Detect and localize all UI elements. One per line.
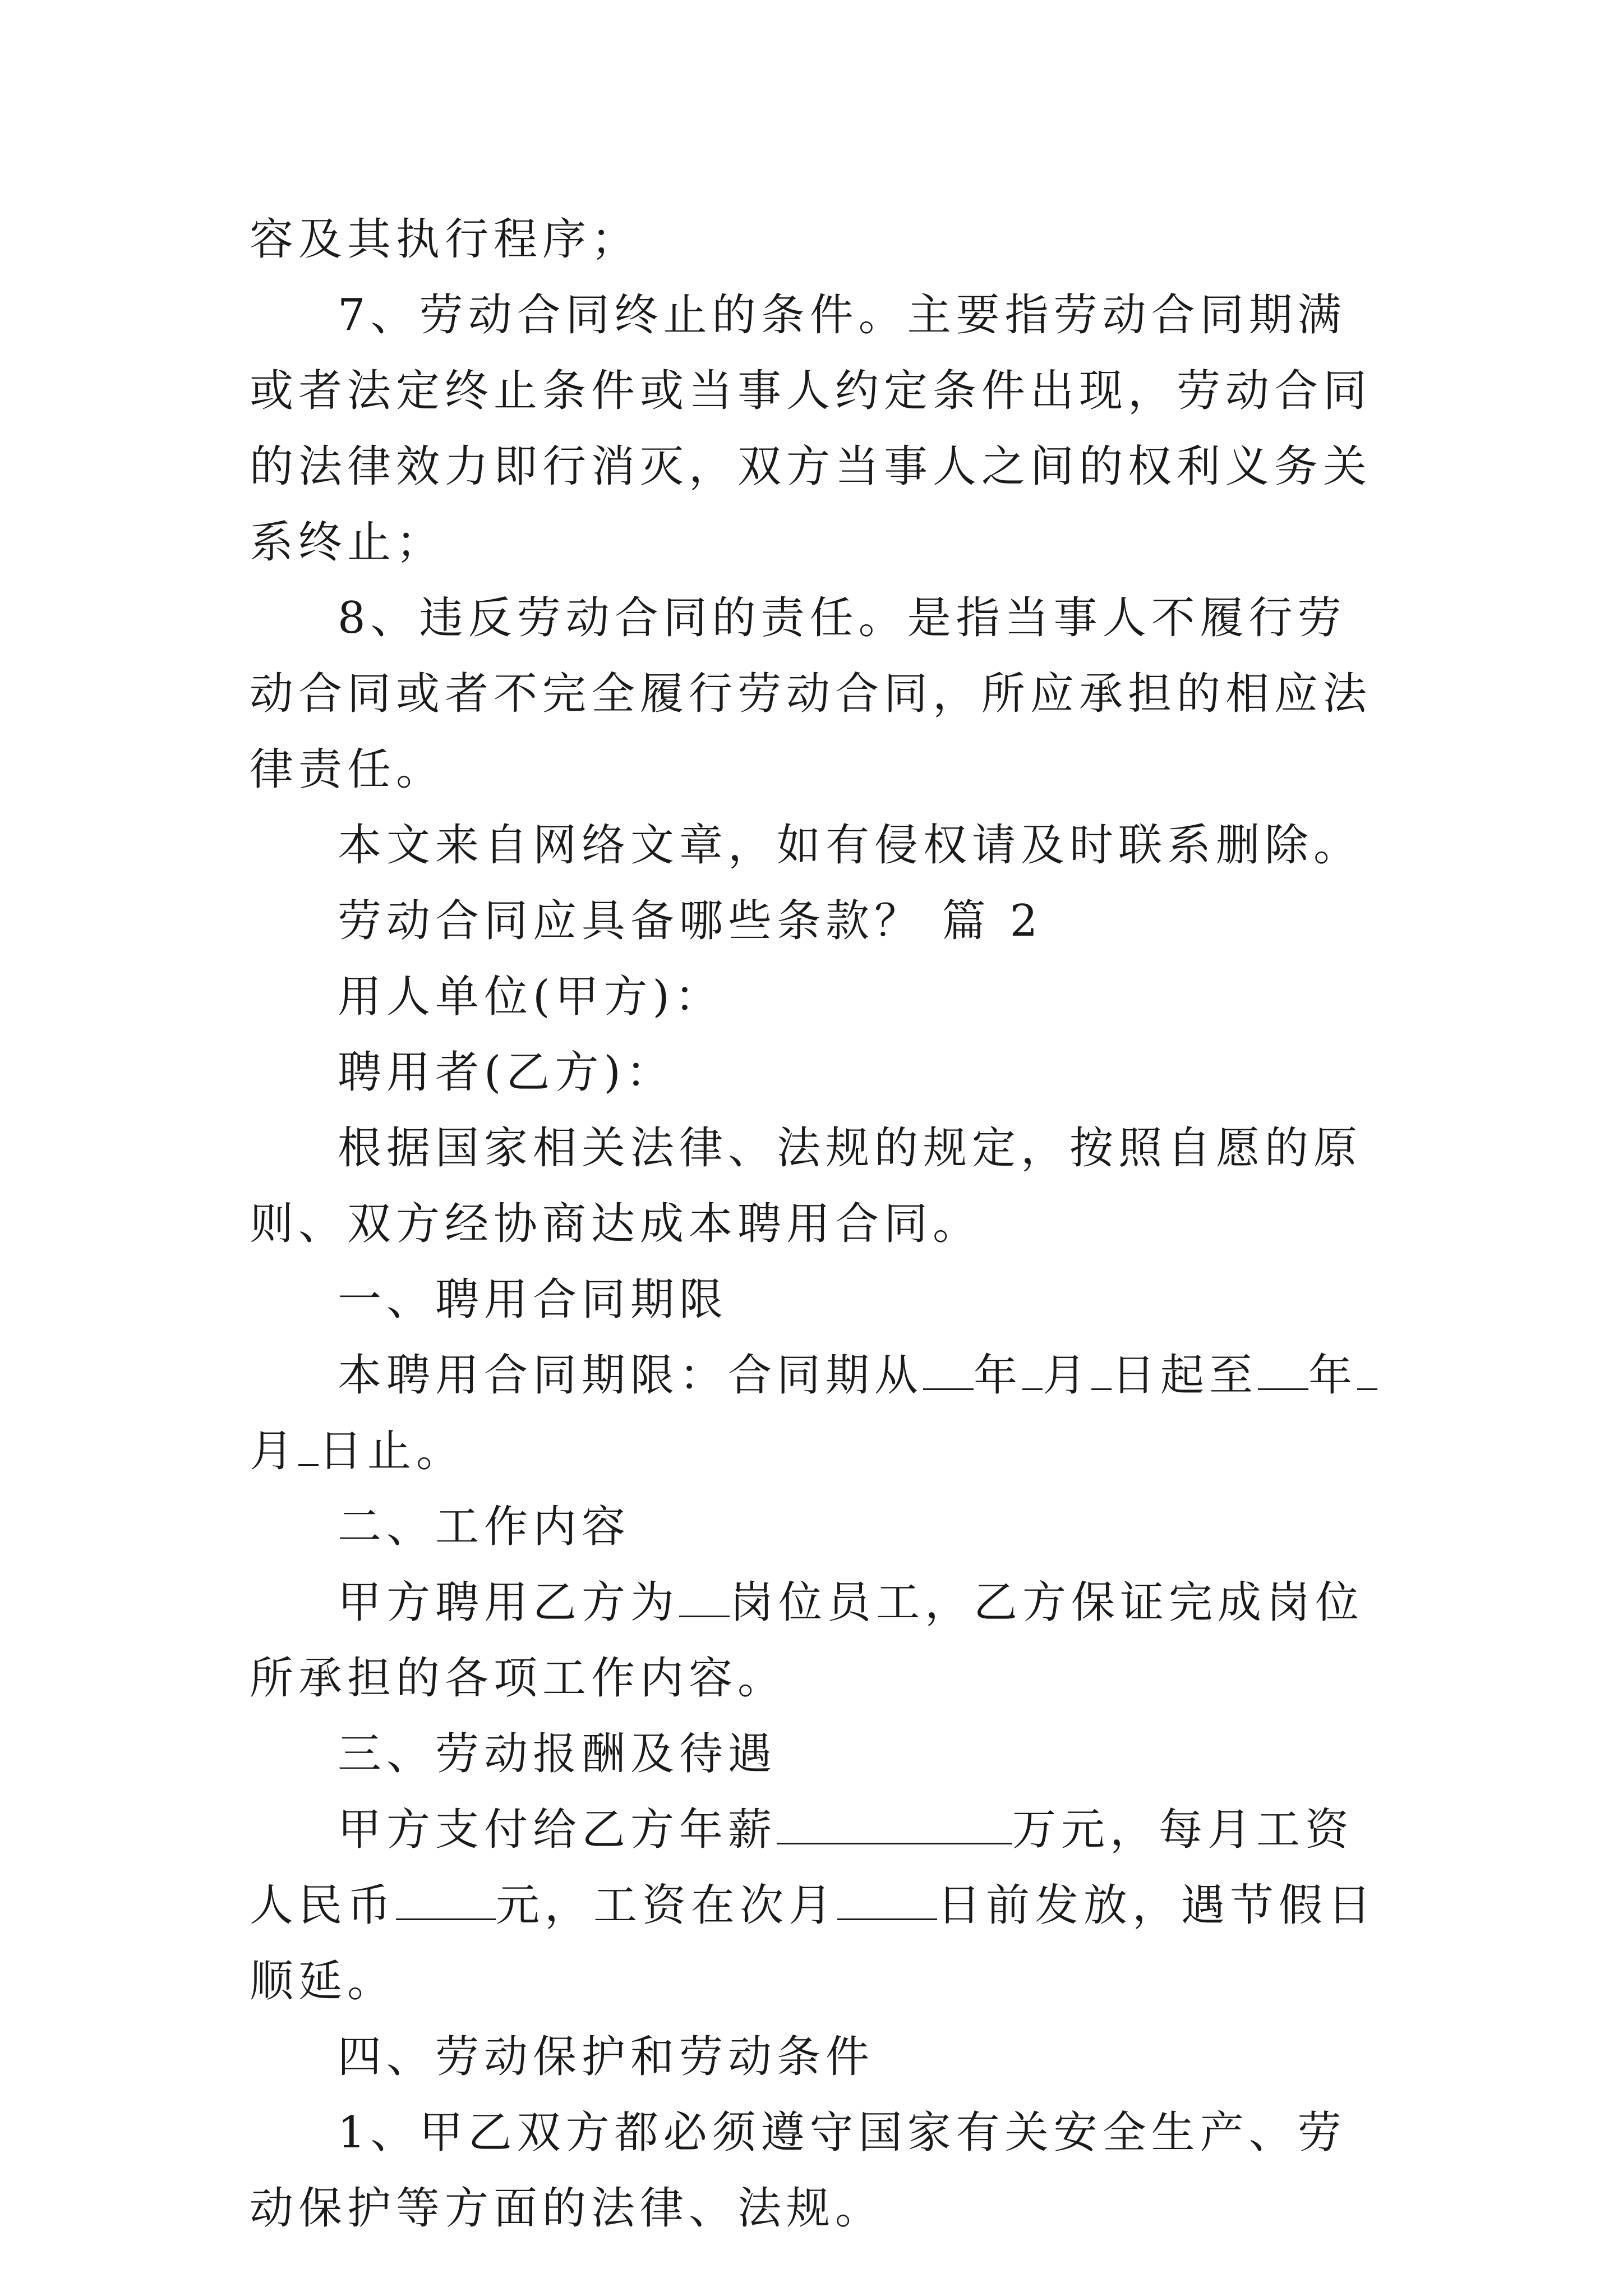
end-day-blank [298, 1429, 319, 1466]
paragraph-job-content [250, 1565, 1388, 1717]
term-text-c: 月 [1043, 1350, 1092, 1401]
monthly-wage-blank [396, 1884, 496, 1920]
salary-text-d: 日前发放，遇节假日顺延。 [250, 1880, 1377, 2007]
paragraph-employee: 聘用者(乙方)： [338, 1047, 675, 1098]
term-text-d: 日起至 [1112, 1350, 1258, 1401]
start-year-blank [923, 1354, 974, 1390]
clause-heading-1: 一、聘用合同期限 [338, 1274, 728, 1325]
paragraph-safety: 1、甲乙双方都必须遵守国家有关安全生产、劳动保护等方面的法律、法规。 [250, 2108, 1347, 2234]
section-heading: 劳动合同应具备哪些条款？ 篇 2 [338, 896, 1043, 946]
end-month-blank [1357, 1354, 1377, 1390]
clause-heading-3: 三、劳动报酬及待遇 [338, 1729, 777, 1779]
paragraph-source-note: 本文来自网络文章，如有侵权请及时联系删除。 [338, 820, 1363, 871]
salary-text-c: 元，工资在次月 [496, 1880, 838, 1931]
start-day-blank [1091, 1354, 1112, 1390]
end-year-blank [1258, 1354, 1308, 1390]
salary-text-b: 万元，每月工资人民币 [250, 1805, 1354, 1931]
term-text-a: 本聘用合同期限：合同期从 [338, 1350, 924, 1401]
paragraph-contract-term [250, 1338, 1388, 1489]
annual-salary-blank [777, 1808, 1012, 1844]
start-month-blank [1022, 1354, 1043, 1390]
term-text-g: 日止。 [319, 1426, 465, 1476]
paragraph-item-7: 7、劳动合同终止的条件。主要指劳动合同期满或者法定终止条件或当事人约定条件出现，劳动合同的法律效力即行消灭，双方当事人之间的权利义务关系终止； [250, 290, 1372, 568]
clause-heading-2: 二、工作内容 [338, 1502, 631, 1552]
pay-day-blank [837, 1884, 937, 1920]
paragraph-preamble: 根据国家相关法律、法规的规定，按照自愿的原则、双方经协商达成本聘用合同。 [250, 1123, 1363, 1249]
term-text-b: 年 [974, 1350, 1023, 1401]
document-body [250, 202, 1388, 2247]
term-text-e: 年 [1308, 1350, 1358, 1401]
salary-text-a: 甲方支付给乙方年薪 [338, 1805, 777, 1855]
job-text-a: 甲方聘用乙方为 [338, 1577, 680, 1628]
clause-heading-4: 四、劳动保护和劳动条件 [338, 2032, 875, 2082]
job-text-b: 岗位员工，乙方保证完成岗位所承担的各项工作内容。 [250, 1577, 1364, 1704]
paragraph-salary [250, 1792, 1388, 2019]
position-blank [679, 1581, 730, 1617]
term-text-f: 月 [250, 1426, 299, 1476]
paragraph-item-8: 8、违反劳动合同的责任。是指当事人不履行劳动合同或者不完全履行劳动合同，所应承担的相应法律责任。 [250, 593, 1372, 795]
paragraph-continuation: 容及其执行程序； [250, 214, 640, 265]
paragraph-employer: 用人单位(甲方)： [338, 972, 723, 1022]
